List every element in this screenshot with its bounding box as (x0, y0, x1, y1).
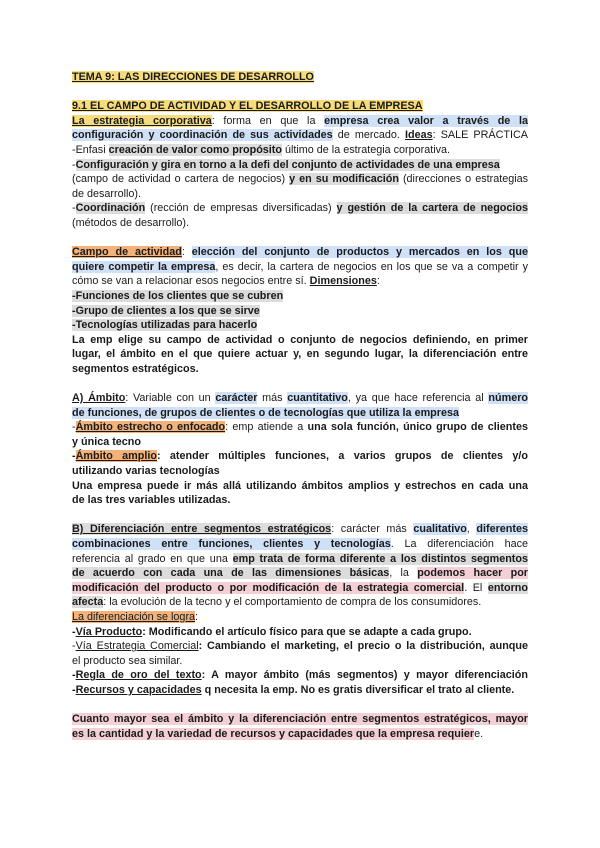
p1-line: La estrategia corporativa: forma en que la empresa crea valor a través de la (72, 114, 528, 127)
p3-line: -Ámbito amplio: atender múltiples funciones, a varios grupos de clientes y/o (72, 450, 528, 463)
p2-line: La emp elige su campo de actividad o conjunto de negocios definiendo, en primer (72, 333, 528, 346)
p4-line: el producto sea similar. (72, 654, 183, 667)
p2-line: -Tecnologías utilizadas para hacerlo (72, 319, 258, 332)
p3-line: utilizando varias tecnologías (72, 465, 220, 478)
p2-line: -Funciones de los clientes que se cubren (72, 289, 284, 302)
document-page (72, 70, 528, 741)
p2-line: quiere competir la empresa, es decir, la cartera de negocios en los que se va a competir y (72, 260, 528, 273)
p4-line: de acuerdo con cada una de las dimensiones básicas, la podemos hacer por (72, 567, 528, 580)
p3-line: Una empresa puede ir más allá utilizando ámbitos amplios y estrechos en cada una (72, 479, 528, 492)
p3-line: de funciones, de grupos de clientes o de tecnologías que utiliza la empresa (72, 406, 459, 419)
p5-line: es la cantidad y la variedad de recursos y capacidades que la empresa requiere. (72, 727, 484, 740)
p4-line: referencia al grado en que una emp trata de forma diferente a los distintos segmentos (72, 552, 528, 565)
p2-line: cómo se van a relacionar esos negocios entre sí. Dimensiones: (72, 275, 380, 288)
p1-line: configuración y coordinación de sus actividades de mercado. Ideas: SALE PRÁCTICA (72, 129, 528, 142)
p1-line: -Configuración y gira en torno a la defi del conjunto de actividades de una empresa (72, 158, 500, 171)
p1-line: de desarrollo). (72, 187, 142, 200)
p4-line: modificación del producto o por modificación de la estrategia comercial. El entorno (72, 581, 528, 594)
p5-line: Cuanto mayor sea el ámbito y la diferenciación entre segmentos estratégicos, mayor (72, 713, 528, 726)
p1-line: (campo de actividad o cartera de negocios) y en su modificación (direcciones o estrategias (72, 173, 528, 186)
p3-line: -Ámbito estrecho o enfocado: emp atiende a una sola función, único grupo de clientes (72, 421, 528, 434)
p1-line: -Enfasi creación de valor como propósito último de la estrategia corporativa. (72, 143, 451, 156)
p2-line: lugar, el ámbito en el que quiere actuar y, en segundo lugar, la diferenciación entre (72, 348, 528, 361)
p3-line: de las tres variables utilizadas. (72, 494, 231, 507)
section-heading: 9.1 EL CAMPO DE ACTIVIDAD Y EL DESARROLLO DE LA EMPRESA (72, 100, 423, 113)
p1-line: -Coordinación (rección de empresas diversificadas) y gestión de la cartera de negocios (72, 202, 528, 215)
p4-line: -Recursos y capacidades q necesita la emp. No es gratis diversificar el trato al cliente. (72, 683, 515, 696)
p1-line: (métodos de desarrollo). (72, 216, 190, 229)
p4-line: -Vía Estrategia Comercial: Cambiando el marketing, el precio o la distribución, aunque (72, 640, 528, 653)
p4-line: B) Diferenciación entre segmentos estratégicos: carácter más cualitativo, diferentes (72, 523, 528, 536)
p4-line: combinaciones entre funciones, clientes y tecnologías. La diferenciación hace (72, 538, 528, 550)
p4-line: -Regla de oro del texto: A mayor ámbito (más segmentos) y mayor diferenciación (72, 669, 528, 682)
p4-line: La diferenciación se logra: (72, 610, 199, 623)
p3-line: A) Ámbito: Variable con un carácter más cuantitativo, ya que hace referencia al número (72, 392, 528, 405)
p2-line: Campo de actividad: elección del conjunto de productos y mercados en los que (72, 246, 528, 259)
p4-line: -Vía Producto: Modificando el artículo físico para que se adapte a cada grupo. (72, 625, 472, 638)
p2-line: segmentos estratégicos. (72, 362, 199, 375)
p2-line: -Grupo de clientes a los que se sirve (72, 304, 260, 317)
p3-line: y única tecno (72, 435, 141, 448)
doc-title: TEMA 9: LAS DIRECCIONES DE DESARROLLO (72, 71, 314, 83)
p4-line: afecta: la evolución de la tecno y el comportamiento de compra de los consumidores. (72, 596, 482, 609)
